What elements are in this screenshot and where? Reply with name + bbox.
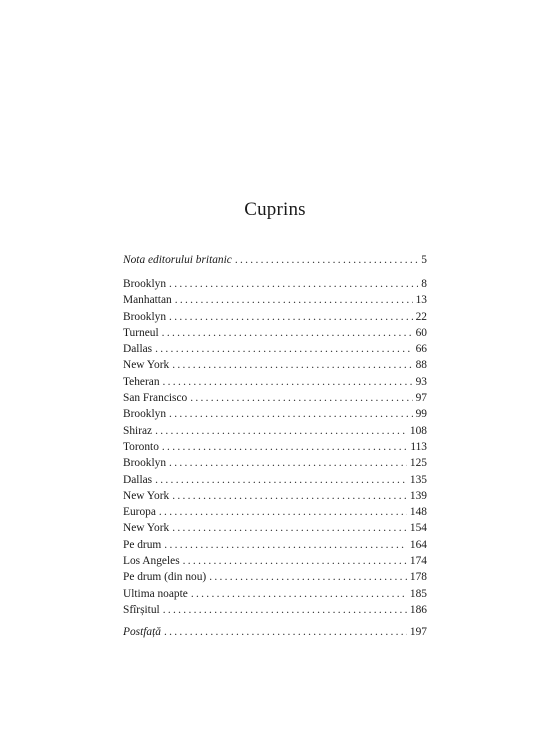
dot-leader [162,325,413,341]
dot-leader [183,553,407,569]
toc-entry-page-number: 5 [421,254,427,266]
toc-entry [123,624,427,640]
toc-entry-title: Turneul [123,326,159,339]
toc-entry-title: Ultima noapte [123,587,188,600]
toc-entry-page-number: 60 [415,326,427,339]
toc-entry [123,325,427,341]
toc-entry-page-number: 174 [409,555,427,568]
toc-entry-title: Brooklyn [123,310,167,323]
toc-entry-title: Pe drum [123,538,162,551]
toc-entry-page-number: 148 [409,506,427,519]
toc-entry [123,390,427,406]
dot-leader [169,406,413,422]
toc-entry-page-number: 8 [421,278,427,290]
dot-leader [162,439,407,455]
toc-entry-page-number: 99 [415,408,427,421]
toc-entry-title: Brooklyn [123,457,167,470]
toc-entry [123,423,427,439]
toc-entry [123,252,427,268]
toc-entry-title: New York [123,522,170,535]
toc-entry [123,488,427,504]
toc-entry [123,472,427,488]
toc-chapters [123,276,427,618]
toc-entry-title: San Francisco [123,392,188,405]
dot-leader [155,472,407,488]
dot-leader [191,586,407,602]
toc-entry-title: Nota editorului britanic [123,254,232,266]
dot-leader [209,569,407,585]
toc-intro [123,252,427,268]
toc-entry-title: New York [123,489,170,502]
toc-entry [123,504,427,520]
toc-entry-page-number: 108 [409,424,427,437]
toc-entry-page-number: 197 [409,626,427,638]
toc-entry-page-number: 113 [410,440,427,453]
toc-entry-page-number: 13 [415,294,427,307]
dot-leader [163,602,407,618]
toc-entry [123,439,427,455]
toc-entry-page-number: 164 [409,538,427,551]
toc-entry-title: Postfață [123,626,161,638]
toc-entry-page-number: 88 [415,359,427,372]
toc-afterword [123,624,427,640]
toc-entry-title: Los Angeles [123,555,180,568]
dot-leader [172,520,407,536]
toc-entry-title: Brooklyn [123,278,167,290]
toc-entry-title: Toronto [123,440,159,453]
toc-entry-title: Pe drum (din nou) [123,571,207,584]
toc-entry-page-number: 186 [409,603,427,616]
toc-entry [123,309,427,325]
dot-leader [155,341,413,357]
toc-entry-title: Dallas [123,473,153,486]
toc-entry-page-number: 135 [409,473,427,486]
toc-entry-title: Sfîrșitul [123,603,160,616]
toc-entry-page-number: 66 [415,343,427,356]
toc-entry [123,602,427,618]
dot-leader [169,276,418,292]
toc-entry [123,276,427,292]
dot-leader [164,537,407,553]
dot-leader [169,455,407,471]
toc-entry-page-number: 139 [409,489,427,502]
toc-entry [123,341,427,357]
toc-entry [123,357,427,373]
toc-entry-page-number: 22 [415,310,427,323]
toc-entry [123,553,427,569]
toc-entry [123,374,427,390]
toc-entry-title: Teheran [123,375,160,388]
toc-entry [123,586,427,602]
dot-leader [159,504,407,520]
toc-entry-page-number: 125 [409,457,427,470]
dot-leader [235,252,418,268]
dot-leader [169,309,413,325]
toc-entry-page-number: 93 [415,375,427,388]
toc-entry-page-number: 178 [409,571,427,584]
dot-leader [175,292,413,308]
toc-entry [123,406,427,422]
toc-entry [123,569,427,585]
dot-leader [155,423,407,439]
toc-entry-title: Europa [123,506,156,519]
dot-leader [163,374,413,390]
toc-entry [123,455,427,471]
toc-entry-page-number: 154 [409,522,427,535]
toc-entry-title: New York [123,359,170,372]
dot-leader [164,624,407,640]
toc-entry-title: Manhattan [123,294,172,307]
toc-entry-page-number: 185 [409,587,427,600]
toc-entry-title: Shiraz [123,424,153,437]
dot-leader [172,357,412,373]
dot-leader [190,390,412,406]
page-title: Cuprins [244,199,306,220]
dot-leader [172,488,407,504]
toc-entry-title: Brooklyn [123,408,167,421]
toc-entry-page-number: 97 [415,392,427,405]
toc-entry [123,520,427,536]
toc-entry-title: Dallas [123,343,153,356]
toc-entry [123,292,427,308]
toc-entry [123,537,427,553]
